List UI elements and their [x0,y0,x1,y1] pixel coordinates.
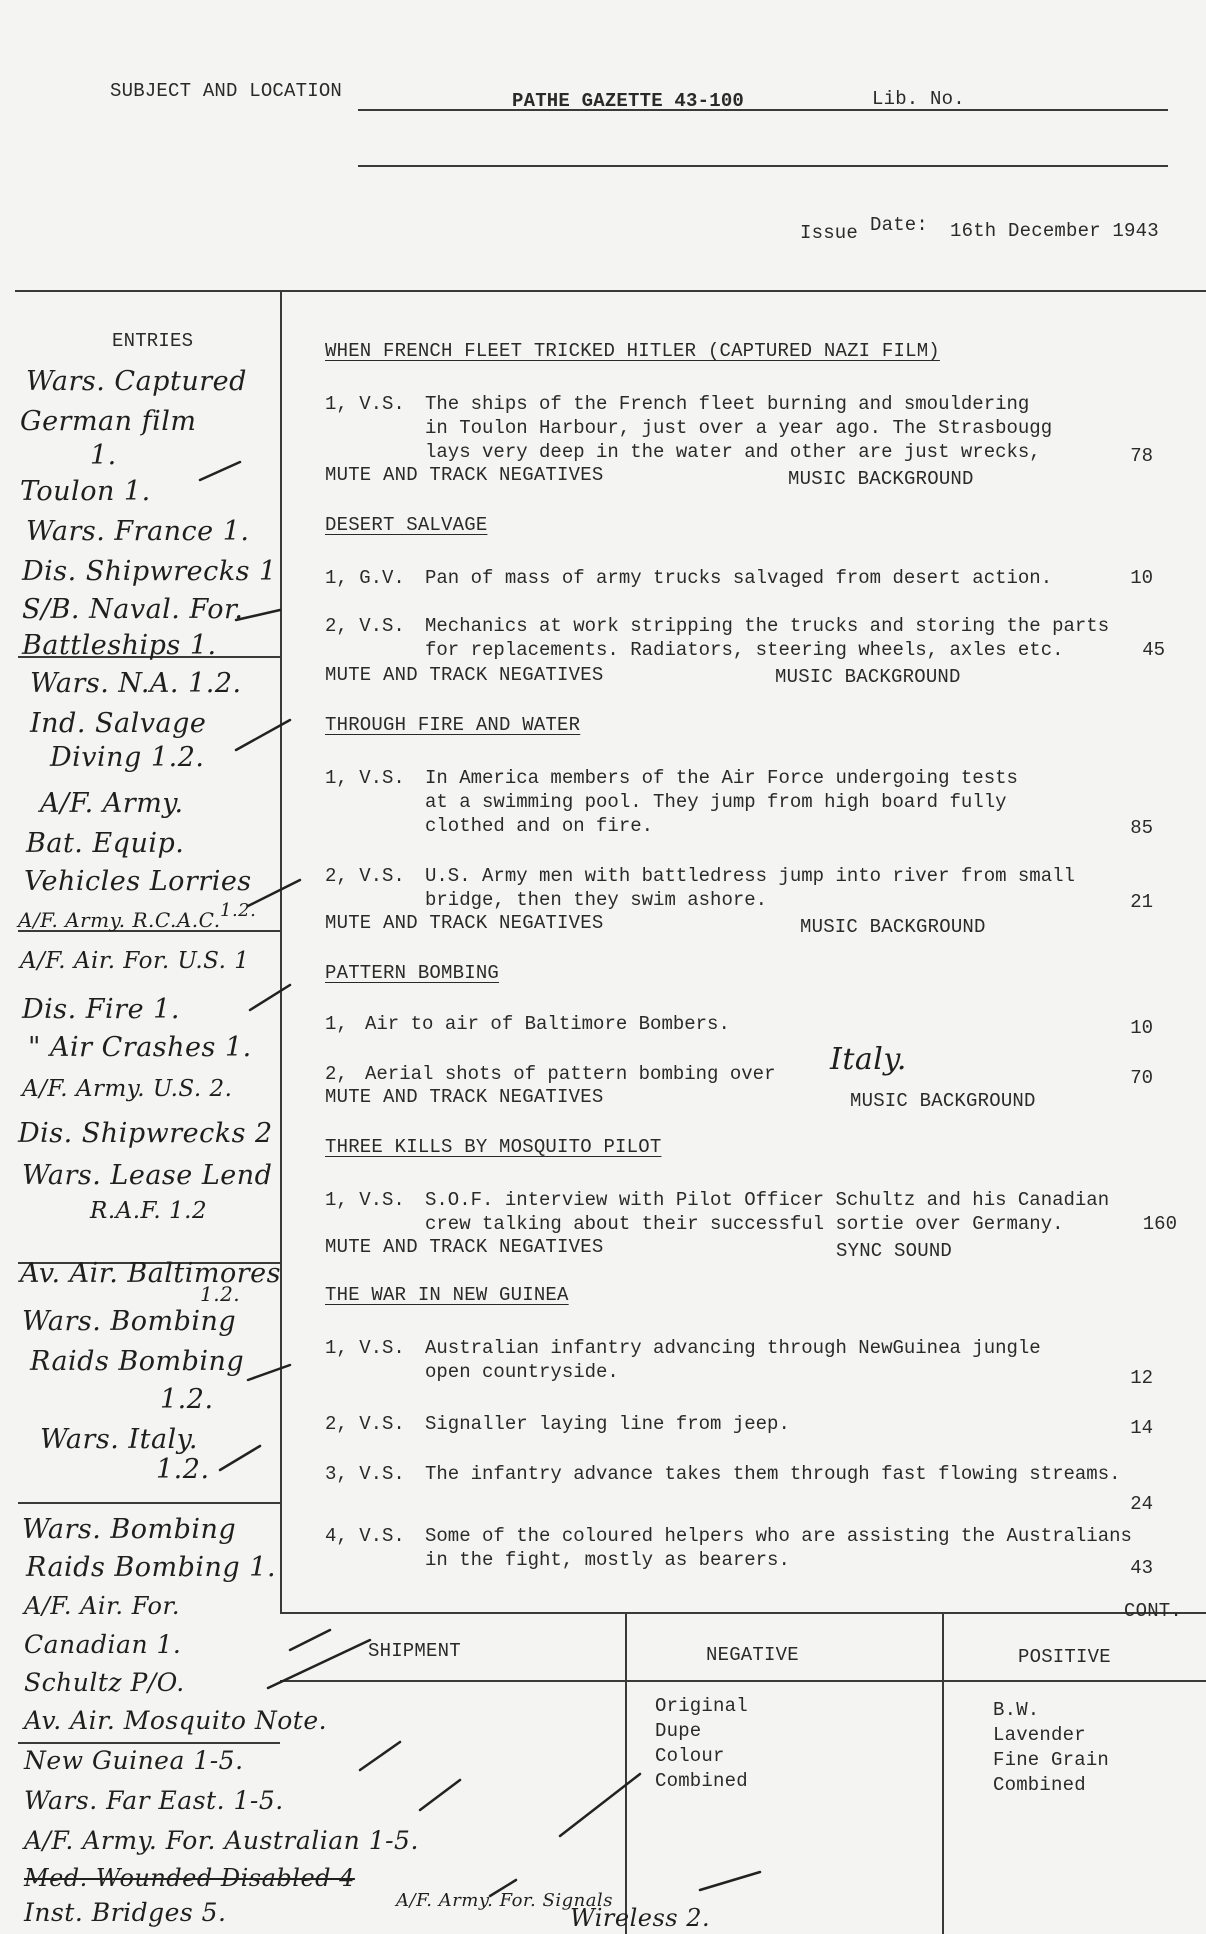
tick-mark [236,720,290,750]
tick-mark [200,462,240,480]
shot-length: 12 [1130,1367,1153,1389]
entry: Schultz P/O. [24,1668,185,1697]
positive-option: Fine Grain [993,1749,1110,1771]
shot-entry [325,766,1185,842]
shot-description: U.S. Army men with battledress jump into river from small [425,865,1075,887]
sound-type: MUSIC BACKGROUND [850,1090,1036,1112]
entry: Dis. Shipwrecks 2 [18,1118,273,1149]
shot-description: Air to air of Baltimore Bombers. [365,1013,730,1035]
tick-mark [236,610,280,620]
tick-mark [290,1630,330,1650]
tick-mark [220,1446,260,1470]
entry: Dis. Shipwrecks 1 [22,556,277,587]
shot-length: 10 [1130,567,1153,589]
shot-length: 70 [1130,1067,1153,1089]
entry: A/F. Army. U.S. 2. [22,1076,233,1102]
shot-description: open countryside. [425,1361,619,1383]
sound-negatives: MUTE AND TRACK NEGATIVES [325,664,604,686]
shot-length: 45 [1142,639,1165,661]
entry: Inst. Bridges 5. [24,1898,227,1927]
entry: New Guinea 1-5. [24,1746,244,1775]
entry: Wars. Lease Lend [22,1160,273,1191]
entry: Ind. Salvage [30,708,207,739]
shot-number: 3, V.S. [325,1463,405,1485]
shot-description: The infantry advance takes them through fast flowing streams. [425,1463,1121,1485]
sound-type: MUSIC BACKGROUND [800,916,986,938]
subject-location-label: SUBJECT AND LOCATION [110,80,343,102]
sound-type: MUSIC BACKGROUND [775,666,961,688]
story-title: THE WAR IN NEW GUINEA [325,1284,569,1306]
shot-entry [325,1188,1185,1240]
shot-description: clothed and on fire. [425,815,654,837]
sound-negatives: MUTE AND TRACK NEGATIVES [325,464,604,486]
entry: 1.2. [156,1454,210,1485]
shot-number: 1, V.S. [325,767,405,789]
sound-type: MUSIC BACKGROUND [788,468,974,490]
shot-length: 78 [1130,445,1153,467]
entry: Wars. Italy. [40,1424,198,1455]
positive-option: Lavender [993,1724,1086,1746]
shot-length: 160 [1142,1213,1177,1235]
shot-description: at a swimming pool. They jump from high board fully [425,791,1007,813]
entry: Raids Bombing [30,1346,245,1377]
negative-option: Colour [655,1745,725,1767]
shot-number: 1, V.S. [325,393,405,415]
issue-label: Issue [800,222,859,244]
sound-negatives: MUTE AND TRACK NEGATIVES [325,1086,604,1108]
shot-description: S.O.F. interview with Pilot Officer Schultz and his Canadian [425,1189,1110,1211]
tick-mark [250,985,290,1010]
tick-mark [700,1872,760,1890]
shot-description: Australian infantry advancing through NewGuinea jungle [425,1337,1041,1359]
shot-entry [325,1012,1185,1038]
entry: Battleships 1. [22,630,217,661]
shot-number: 1, V.S. [325,1189,405,1211]
entry: Av. Air. Baltimores [20,1258,282,1289]
shot-description: Mechanics at work stripping the trucks and storing the parts [425,615,1110,637]
entry: Vehicles Lorries [24,866,252,897]
entry: A/F. Army. For. Australian 1-5. [24,1826,419,1855]
entry: Wars. Far East. 1-5. [24,1786,284,1815]
positive-label: POSITIVE [1018,1646,1111,1668]
shipment-label: SHIPMENT [368,1640,461,1662]
entry: A/F. Army. For. Signals [396,1890,613,1911]
shot-entry [325,1336,1185,1388]
tick-mark [248,880,300,906]
shot-entry [325,392,1185,472]
negative-option: Original [655,1695,748,1717]
positive-option: Combined [993,1774,1086,1796]
entry: S/B. Naval. For. [22,594,244,625]
shot-description: bridge, then they swim ashore. [425,889,768,911]
story-title: DESERT SALVAGE [325,514,488,536]
shot-entry [325,1412,1185,1442]
entry: Av. Air. Mosquito Note. [24,1706,328,1735]
entry: Canadian 1. [24,1630,182,1659]
shot-entry [325,566,1185,592]
sound-type: SYNC SOUND [836,1240,953,1262]
entry: " Air Crashes 1. [28,1032,252,1063]
shot-length: 85 [1130,817,1153,839]
shot-length: 21 [1130,891,1153,913]
entry: Dis. Fire 1. [22,994,180,1025]
tick-mark [560,1774,640,1836]
story-title: PATTERN BOMBING [325,962,500,984]
tick-mark [490,1880,516,1896]
entry-struck: Med. Wounded Disabled 4 [24,1864,355,1892]
shot-description: in Toulon Harbour, just over a year ago. The Strasbougg [425,417,1053,439]
shot-number: 4, V.S. [325,1525,405,1547]
entry: 1.2. [220,900,257,921]
shot-description: crew talking about their successful sortie over Germany. [425,1213,1064,1235]
continued-label: CONT. [1124,1600,1183,1622]
date-label: Date: [870,214,929,236]
lib-no-label: Lib. No. [872,88,965,110]
entry: German film [20,406,197,437]
entry: A/F. Army. [40,788,184,819]
sound-negatives: MUTE AND TRACK NEGATIVES [325,912,604,934]
shot-number: 2, V.S. [325,865,405,887]
gazette-number: PATHE GAZETTE 43-100 [512,90,745,112]
negative-option: Dupe [655,1720,702,1742]
issue-date: 16th December 1943 [950,220,1159,242]
shot-number: 2, [325,1063,348,1085]
shot-length: 14 [1130,1417,1153,1439]
shot-description: Aerial shots of pattern bombing over [365,1063,776,1085]
shot-description: lays very deep in the water and other are just wrecks, [425,441,1041,463]
tick-mark [268,1640,370,1688]
entry: A/F. Army. R.C.A.C. [18,908,221,932]
entry: 1. [90,440,117,471]
shot-description: Pan of mass of army trucks salvaged from desert action. [425,567,1053,589]
entry: Bat. Equip. [26,828,185,859]
shot-entry [325,1524,1185,1584]
tick-mark [420,1780,460,1810]
negative-options [655,1694,748,1794]
entry: Wireless 2. [570,1904,711,1932]
shot-length: 10 [1130,1017,1153,1039]
shot-entry [325,614,1185,666]
handwritten-annotation: Italy. [830,1042,907,1077]
entry: A/F. Air. For. U.S. 1 [20,948,250,974]
tick-mark [360,1742,400,1770]
shot-description: for replacements. Radiators, steering wheels, axles etc. [425,639,1064,661]
positive-option: B.W. [993,1699,1040,1721]
entry: Wars. N.A. 1.2. [30,668,242,699]
entry: 1.2. [200,1282,241,1306]
entries-heading: ENTRIES [112,330,194,352]
shot-number: 1, V.S. [325,1337,405,1359]
shot-number: 2, V.S. [325,1413,405,1435]
entry: Diving 1.2. [50,742,205,773]
shot-length: 24 [1130,1493,1153,1515]
shot-description: In America members of the Air Force undergoing tests [425,767,1018,789]
shot-length: 43 [1130,1557,1153,1579]
shot-description: in the fight, mostly as bearers. [425,1549,790,1571]
tick-mark [248,1365,290,1380]
negative-label: NEGATIVE [706,1644,799,1666]
negative-option: Combined [655,1770,748,1792]
shot-entry [325,864,1185,916]
shot-number: 2, V.S. [325,615,405,637]
shot-description: Some of the coloured helpers who are assisting the Australians [425,1525,1132,1547]
story-title: THROUGH FIRE AND WATER [325,714,581,736]
entry: A/F. Air. For. [24,1592,180,1620]
entry: Raids Bombing 1. [26,1552,277,1583]
story-title: THREE KILLS BY MOSQUITO PILOT [325,1136,662,1158]
entry: Wars. Captured [26,366,247,397]
shot-description: The ships of the French fleet burning and smouldering [425,393,1030,415]
entry: Toulon 1. [20,476,151,507]
entry: 1.2. [160,1384,214,1415]
story-title: WHEN FRENCH FLEET TRICKED HITLER (CAPTURED NAZI FILM) [325,340,940,362]
entry: R.A.F. 1.2 [90,1198,208,1224]
shot-description: Signaller laying line from jeep. [425,1413,790,1435]
entry: Wars. France 1. [26,516,250,547]
shot-entry [325,1462,1185,1514]
entry: Wars. Bombing [22,1514,237,1545]
shot-number: 1, [325,1013,348,1035]
sound-negatives: MUTE AND TRACK NEGATIVES [325,1236,604,1258]
positive-options [993,1698,1109,1798]
shot-number: 1, G.V. [325,567,405,589]
entry: Wars. Bombing [22,1306,237,1337]
